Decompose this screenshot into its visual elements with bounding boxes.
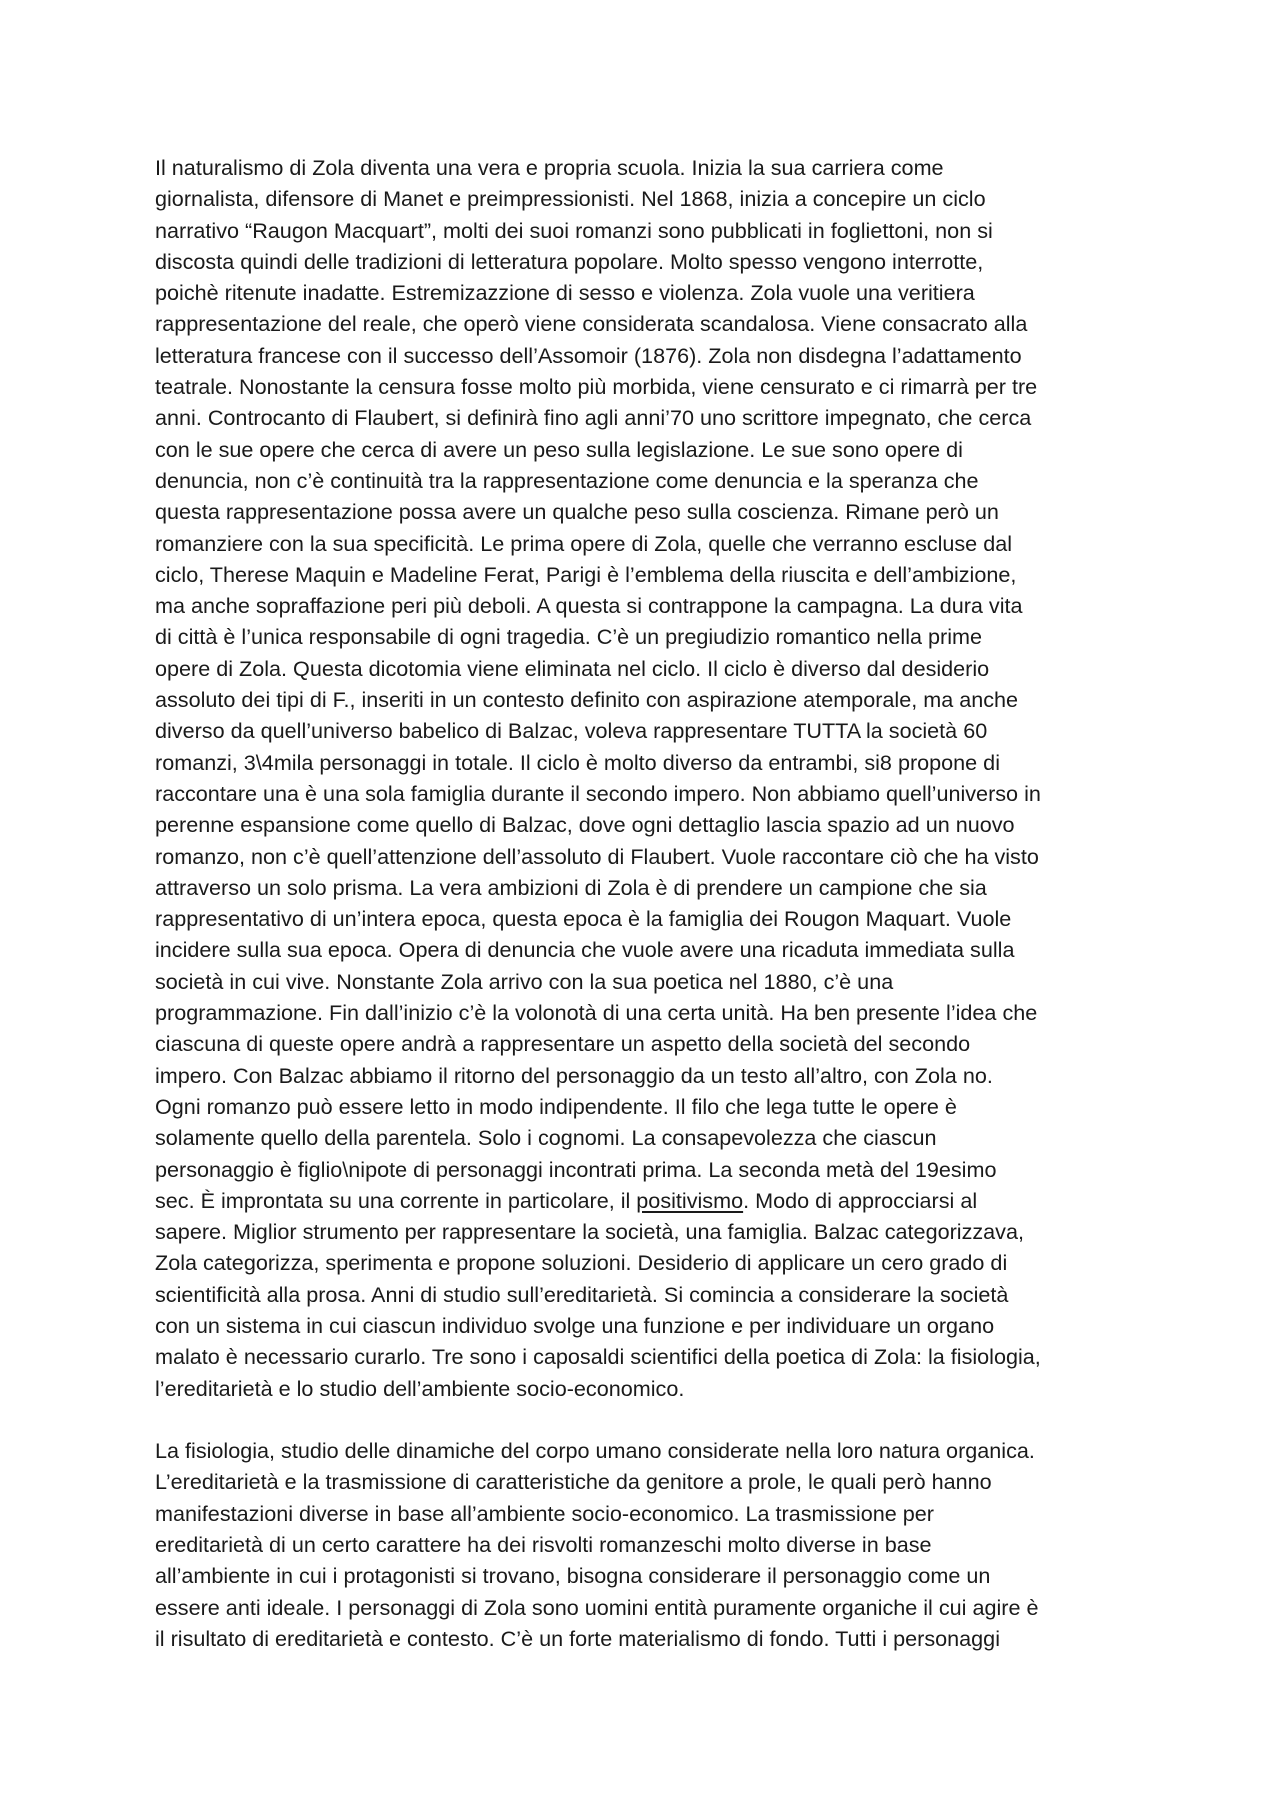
text-line: assoluto dei tipi di F., inseriti in un contesto definito con aspirazione atemporale, ma anche [155, 687, 1019, 713]
text-line: malato è necessario curarlo. Tre sono i caposaldi scientifici della poetica di Zola: la fisiologia, [155, 1344, 1041, 1370]
text-line: essere anti ideale. I personaggi di Zola sono uomini entità puramente organiche il cui agire è [155, 1594, 1039, 1620]
text-fragment: . Modo di approcciarsi al [743, 1187, 978, 1213]
text-line: romanzi, 3\4mila personaggi in totale. Il ciclo è molto diverso da entrambi, si8 propone di [155, 749, 1000, 775]
text-line: personaggio è figlio\nipote di personaggi incontrati prima. La seconda metà del 19esimo [155, 1156, 997, 1182]
text-line: discosta quindi delle tradizioni di letteratura popolare. Molto spesso vengono interrotte, [155, 248, 984, 274]
paragraph-2 [155, 1435, 1135, 1654]
text-line: Il naturalismo di Zola diventa una vera e propria scuola. Inizia la sua carriera come [155, 155, 944, 180]
text-line: rappresentazione del reale, che operò viene considerata scandalosa. Viene consacrato alla [155, 311, 1028, 337]
text-line: raccontare una è una sola famiglia durante il secondo impero. Non abbiamo quell’universo in [155, 780, 1041, 806]
text-line: sapere. Miglior strumento per rappresentare la società, una famiglia. Balzac categorizzava, [155, 1219, 1024, 1245]
text-line: poichè ritenute inadatte. Estremizazzione di sesso e violenza. Zola vuole una veritiera [155, 280, 975, 306]
text-line: programmazione. Fin dall’inizio c’è la volonotà di una certa unità. Ha ben presente l’idea che [155, 1000, 1038, 1026]
text-fragment: sec. È improntata su una corrente in particolare, il [155, 1187, 637, 1213]
text-line: romanzo, non c’è quell’attenzione dell’assoluto di Flaubert. Vuole raccontare ciò che ha visto [155, 843, 1039, 869]
text-line: L’ereditarietà e la trasmissione di caratteristiche da genitore a prole, le quali però hanno [155, 1469, 992, 1495]
text-line: di città è l’unica responsabile di ogni tragedia. C’è un pregiudizio romantico nella prime [155, 624, 983, 650]
text-line: il risultato di ereditarietà e contesto. C’è un forte materialismo di fondo. Tutti i personaggi [155, 1625, 1000, 1651]
text-line: Zola categorizza, sperimenta e propone soluzioni. Desiderio di applicare un cero grado di [155, 1250, 1008, 1276]
text-line: Ogni romanzo può essere letto in modo indipendente. Il filo che lega tutte le opere è [155, 1093, 957, 1119]
text-line: manifestazioni diverse in base all’ambiente socio-economico. La trasmissione per [155, 1500, 934, 1526]
text-line: giornalista, difensore di Manet e preimpressionisti. Nel 1868, inizia a concepire un ciclo [155, 186, 986, 212]
text-line: rappresentativo di un’intera epoca, questa epoca è la famiglia dei Rougon Maquart. Vuole [155, 906, 1012, 932]
text-line: attraverso un solo prisma. La vera ambizioni di Zola è di prendere un campione che sia [155, 874, 987, 900]
text-line: La fisiologia, studio delle dinamiche del corpo umano considerate nella loro natura organica. [155, 1438, 1035, 1464]
text-line: letteratura francese con il successo dell’Assomoir (1876). Zola non disdegna l’adattamento [155, 342, 1022, 368]
text-line: romanziere con la sua specificità. Le prima opere di Zola, quelle che verranno escluse dal [155, 530, 1013, 556]
text-line: ciascuna di queste opere andrà a rappresentare un aspetto della società del secondo [155, 1031, 971, 1057]
text-line: società in cui vive. Nonstante Zola arrivo con la sua poetica nel 1880, c’è una [155, 968, 894, 994]
text-line: incidere sulla sua epoca. Opera di denuncia che vuole avere una ricaduta immediata sulla [155, 937, 1015, 963]
document-page [155, 152, 1135, 1686]
text-line: impero. Con Balzac abbiamo il ritorno del personaggio da un testo all’altro, con Zola no. [155, 1062, 993, 1088]
text-line: l’ereditarietà e lo studio dell’ambiente socio-economico. [155, 1375, 685, 1401]
text-line: teatrale. Nonostante la censura fosse molto più morbida, viene censurato e ci rimarrà per tre [155, 374, 1038, 400]
text-line: denuncia, non c’è continuità tra la rappresentazione come denuncia e la speranza che [155, 467, 979, 493]
text-line: solamente quello della parentela. Solo i cognomi. La consapevolezza che ciascun [155, 1125, 937, 1151]
text-line: opere di Zola. Questa dicotomia viene eliminata nel ciclo. Il ciclo è diverso dal desiderio [155, 655, 990, 681]
text-line: ciclo, Therese Maquin e Madeline Ferat, Parigi è l’emblema della riuscita e dell’ambizione, [155, 561, 1017, 587]
text-line: all’ambiente in cui i protagonisti si trovano, bisogna considerare il personaggio come un [155, 1563, 991, 1589]
text-line: anni. Controcanto di Flaubert, si definirà fino agli anni’70 uno scrittore impegnato, che cerca [155, 405, 1032, 431]
positivismo-link[interactable]: positivismo [636, 1187, 744, 1213]
text-line: scientificità alla prosa. Anni di studio sull’ereditarietà. Si comincia a considerare la società [155, 1281, 1009, 1307]
paragraph-1 [155, 152, 1135, 1404]
text-line-with-link [155, 1185, 1135, 1216]
text-line: con le sue opere che cerca di avere un peso sulla legislazione. Le sue sono opere di [155, 436, 963, 462]
text-line: narrativo “Raugon Macquart”, molti dei suoi romanzi sono pubblicati in fogliettoni, non si [155, 217, 993, 243]
text-line: ereditarietà di un certo carattere ha dei risvolti romanzeschi molto diverse in base [155, 1532, 932, 1558]
text-line: perenne espansione come quello di Balzac, dove ogni dettaglio lascia spazio ad un nuovo [155, 812, 1015, 838]
text-line: diverso da quell’universo babelico di Balzac, voleva rappresentare TUTTA la società 60 [155, 718, 988, 744]
text-line: ma anche sopraffazione peri più deboli. A questa si contrappone la campagna. La dura vita [155, 593, 1023, 619]
text-line: questa rappresentazione possa avere un qualche peso sulla coscienza. Rimane però un [155, 499, 999, 525]
text-line: con un sistema in cui ciascun individuo svolge una funzione e per individuare un organo [155, 1312, 995, 1338]
